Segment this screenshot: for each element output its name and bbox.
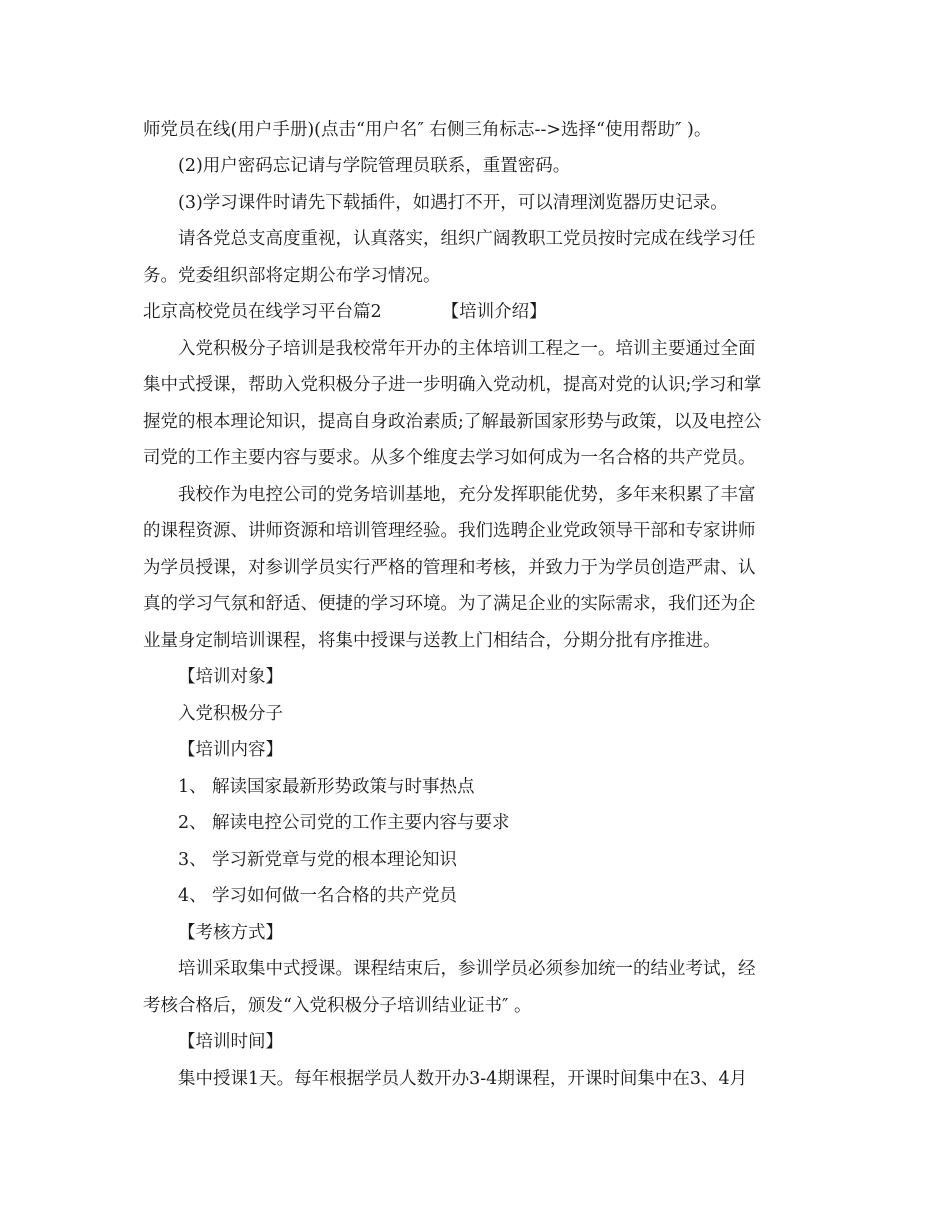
intro-paragraph-line-1: 请各党总支高度重视，认真落实，组织广阔教职工党员按时完成在线学习任 [178, 229, 756, 249]
base-para-line: 业量身定制培训课程，将集中授课与送教上门相结合，分期分批有序推进。 [143, 631, 721, 651]
intro-para-line: 司党的工作主要内容与要求。从多个维度去学习如何成为一名合格的共产党员。 [143, 448, 756, 468]
base-para-line: 真的学习气氛和舒适、便捷的学习环境。为了满足企业的实际需求，我们还为企 [143, 594, 756, 614]
base-para-line: 我校作为电控公司的党务培训基地，充分发挥职能优势，多年来积累了丰富 [178, 485, 756, 505]
training-content-label: 【培训内容】 [178, 740, 283, 760]
content-list-item [178, 805, 838, 841]
base-para-line: 的课程资源、讲师资源和培训管理经验。我们选聘企业党政领导干部和专家讲师 [143, 521, 756, 541]
intro-item-2: (2)用户密码忘记请与学院管理员联系，重置密码。 [178, 156, 571, 176]
training-target-value: 入党积极分子 [178, 704, 283, 724]
list-item-number: 4、 [178, 886, 207, 906]
intro-paragraph-line-2: 务。党委组织部将定期公布学习情况。 [143, 266, 441, 286]
content-list-item [178, 769, 838, 805]
list-item-number: 3、 [178, 850, 207, 870]
intro-item-3: (3)学习课件时请先下载插件，如遇打不开，可以清理浏览器历史记录。 [178, 193, 728, 213]
list-item-text: 解读电控公司党的工作主要内容与要求 [212, 813, 510, 833]
assessment-para-line: 考核合格后，颁发“入党积极分子培训结业证书″ 。 [143, 996, 532, 1016]
content-list-item [178, 878, 838, 914]
training-target-label: 【培训对象】 [178, 667, 283, 687]
assessment-label: 【考核方式】 [178, 923, 283, 943]
intro-para-line: 入党积极分子培训是我校常年开办的主体培训工程之一。培训主要通过全面 [178, 339, 756, 359]
intro-para-line: 握党的根本理论知识，提高自身政治素质;了解最新国家形势与政策，以及电控公 [143, 412, 762, 432]
list-item-text: 解读国家最新形势政策与时事热点 [212, 777, 475, 797]
intro-para-line: 集中式授课，帮助入党积极分子进一步明确入党动机，提高对党的认识;学习和掌 [143, 375, 762, 395]
list-item-text: 学习新党章与党的根本理论知识 [212, 850, 457, 870]
intro-line-1: 师党员在线(用户手册)(点击“用户名″ 右侧三角标志-->选择“使用帮助″ )。 [143, 120, 712, 140]
list-item-number: 2、 [178, 813, 207, 833]
training-intro-label: 【培训介绍】 [441, 302, 547, 322]
list-item-text: 学习如何做一名合格的共产党员 [212, 886, 457, 906]
assessment-para-line: 培训采取集中式授课。课程结束后，参训学员必须参加统一的结业考试，经 [178, 959, 756, 979]
training-time-label: 【培训时间】 [178, 1032, 283, 1052]
list-item-number: 1、 [178, 777, 207, 797]
content-list-item [178, 842, 838, 878]
training-time-para: 集中授课1天。每年根据学员人数开办3-4期课程，开课时间集中在3、4月 [178, 1069, 748, 1089]
section-title: 北京高校党员在线学习平台篇2 [143, 302, 382, 322]
section-heading [143, 294, 803, 330]
base-para-line: 为学员授课，对参训学员实行严格的管理和考核，并致力于为学员创造严肃、认 [143, 558, 756, 578]
